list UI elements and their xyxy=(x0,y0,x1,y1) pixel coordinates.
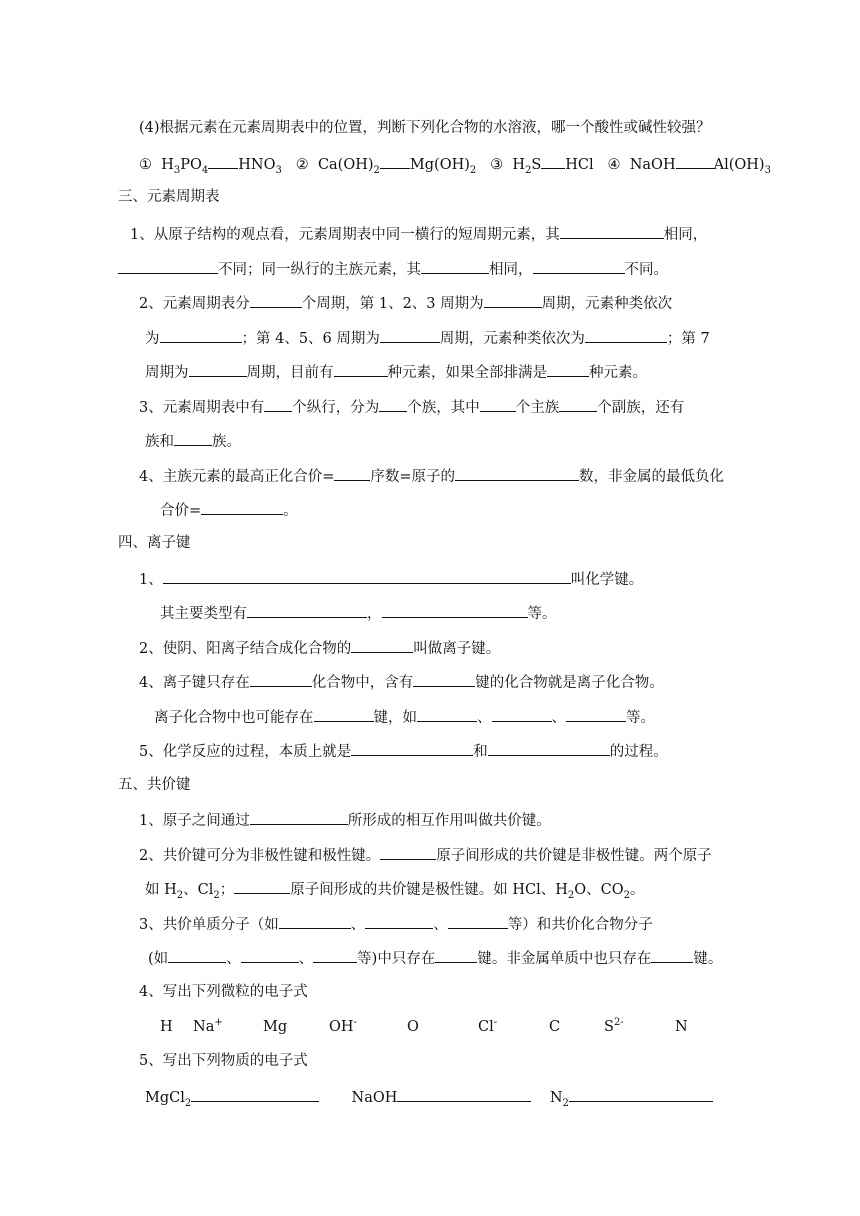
blank[interactable] xyxy=(480,396,516,412)
blank[interactable] xyxy=(264,396,292,412)
blank[interactable] xyxy=(163,568,571,584)
blank[interactable] xyxy=(334,465,370,481)
blank[interactable] xyxy=(382,602,528,618)
sec5-q2-line1: 2、共价键可分为非极性键和极性键。 原子间形成的共价键是非极性键。两个原子 xyxy=(139,844,712,864)
blank[interactable] xyxy=(279,913,351,929)
blank[interactable] xyxy=(189,361,247,377)
sec3-q2-line2: 为 ；第 4、5、6 周期为 周期，元素种类依次为 ；第 7 xyxy=(145,327,710,347)
particle-n: N xyxy=(675,1019,688,1035)
blank[interactable] xyxy=(208,153,238,169)
blank[interactable] xyxy=(651,947,693,963)
compare-row: ① $H_3PO_4$ $HNO_3$ ② $Ca(OH)_2$ $Mg(OH)_2$ ③ $H_2S$ HCl ④ NaOH $Al(OH)_3$ xyxy=(139,153,771,173)
sec3-q1-line2: 不同；同一纵行的主族元素，其 相同， 不同。 xyxy=(118,258,668,278)
blank[interactable] xyxy=(191,1086,319,1102)
blank[interactable] xyxy=(559,396,597,412)
section-5-title: 五、共价键 xyxy=(118,777,191,793)
sec5-q3-line2: (如 、 、 等)中只存在 键。非金属单质中也只存在 键。 xyxy=(148,947,722,967)
sec4-q2: 2、使阴、阳离子结合成化合物的 叫做离子键。 xyxy=(139,637,500,657)
blank[interactable] xyxy=(313,947,357,963)
particle-h: H xyxy=(160,1019,173,1035)
blank[interactable] xyxy=(380,327,440,343)
blank[interactable] xyxy=(351,740,473,756)
particle-cl-minus: Cl- xyxy=(478,1017,498,1035)
particle-s-2minus: $S^{2-}$ xyxy=(604,1017,624,1035)
blank[interactable] xyxy=(435,947,477,963)
sec3-q4-line2: 合价= 。 xyxy=(160,499,298,519)
blank[interactable] xyxy=(541,153,565,169)
blank[interactable] xyxy=(585,327,667,343)
blank[interactable] xyxy=(201,499,283,515)
blank[interactable] xyxy=(569,1086,713,1102)
blank[interactable] xyxy=(488,740,610,756)
blank[interactable] xyxy=(241,947,299,963)
sec5-q3-line1: 3、共价单质分子（如 、 、 等）和共价化合物分子 xyxy=(139,913,653,933)
blank[interactable] xyxy=(118,258,218,274)
blank[interactable] xyxy=(547,361,589,377)
blank[interactable] xyxy=(351,637,413,653)
blank[interactable] xyxy=(168,947,226,963)
sec4-q4-line2: 离子化合物中也可能存在 键，如 、 、 等。 xyxy=(154,706,655,726)
blank[interactable] xyxy=(455,465,579,481)
blank[interactable] xyxy=(234,878,290,894)
q4-intro: (4)根据元素在元素周期表中的位置，判断下列化合物的水溶液，哪一个酸性或碱性较强？ xyxy=(139,120,711,136)
sec4-q1-line2: 其主要类型有 ， 等。 xyxy=(160,602,557,622)
particle-mg: Mg xyxy=(263,1019,288,1035)
blank[interactable] xyxy=(380,153,410,169)
section-4-title: 四、离子键 xyxy=(118,535,191,551)
particle-na-plus: Na+ xyxy=(193,1017,223,1035)
blank[interactable] xyxy=(334,361,388,377)
blank[interactable] xyxy=(397,1086,531,1102)
blank[interactable] xyxy=(247,602,367,618)
blank[interactable] xyxy=(174,430,212,446)
blank[interactable] xyxy=(379,396,407,412)
sec5-q5: 5、写出下列物质的电子式 xyxy=(139,1053,308,1069)
sec3-q2-line3: 周期为 周期，目前有 种元素，如果全部排满是 种元素。 xyxy=(145,361,647,381)
blank[interactable] xyxy=(365,913,433,929)
sec5-q4: 4、写出下列微粒的电子式 xyxy=(139,984,308,1000)
blank[interactable] xyxy=(250,671,312,687)
sec4-q4-line1: 4、离子键只存在 化合物中，含有 键的化合物就是离子化合物。 xyxy=(139,671,664,691)
particle-c: C xyxy=(549,1019,561,1035)
sec3-q3-line1: 3、元素周期表中有 个纵行，分为 个族，其中 个主族 个副族，还有 xyxy=(139,396,684,416)
sec4-q5: 5、化学反应的过程，本质上就是 和 的过程。 xyxy=(139,740,668,760)
blank[interactable] xyxy=(160,327,242,343)
blank[interactable] xyxy=(533,258,625,274)
blank[interactable] xyxy=(560,223,664,239)
particle-o: O xyxy=(407,1019,419,1035)
sec4-q1-line1: 1、 叫化学键。 xyxy=(139,568,643,588)
blank[interactable] xyxy=(413,671,475,687)
blank[interactable] xyxy=(566,706,626,722)
substance-row: MgCl$_2$ NaOH $N_2$ xyxy=(145,1086,713,1106)
blank[interactable] xyxy=(314,706,374,722)
blank[interactable] xyxy=(421,258,489,274)
particle-oh-minus: OH- xyxy=(329,1017,357,1035)
sec3-q2-line1: 2、元素周期表分 个周期，第 1、2、3 周期为 周期，元素种类依次 xyxy=(139,292,672,312)
sec3-q3-line2: 族和 族。 xyxy=(145,430,241,450)
sec5-q1: 1、原子之间通过 所形成的相互作用叫做共价键。 xyxy=(139,809,551,829)
section-3-title: 三、元素周期表 xyxy=(118,189,220,205)
sec3-q4-line1: 4、主族元素的最高正化合价= 序数=原子的 数，非金属的最低负化 xyxy=(139,465,724,485)
sec5-q2-line2: 如 $H_2$、$Cl_2$； 原子间形成的共价键是极性键。如 HCl、$H_2O$、$CO_2$。 xyxy=(145,878,645,898)
blank[interactable] xyxy=(484,292,542,308)
blank[interactable] xyxy=(492,706,552,722)
blank[interactable] xyxy=(676,153,714,169)
blank[interactable] xyxy=(380,844,436,860)
blank[interactable] xyxy=(250,809,348,825)
blank[interactable] xyxy=(417,706,477,722)
blank[interactable] xyxy=(250,292,302,308)
sec3-q1-line1: 1、从原子结构的观点看，元素周期表中同一横行的短周期元素，其 相同， xyxy=(130,223,707,243)
blank[interactable] xyxy=(448,913,508,929)
